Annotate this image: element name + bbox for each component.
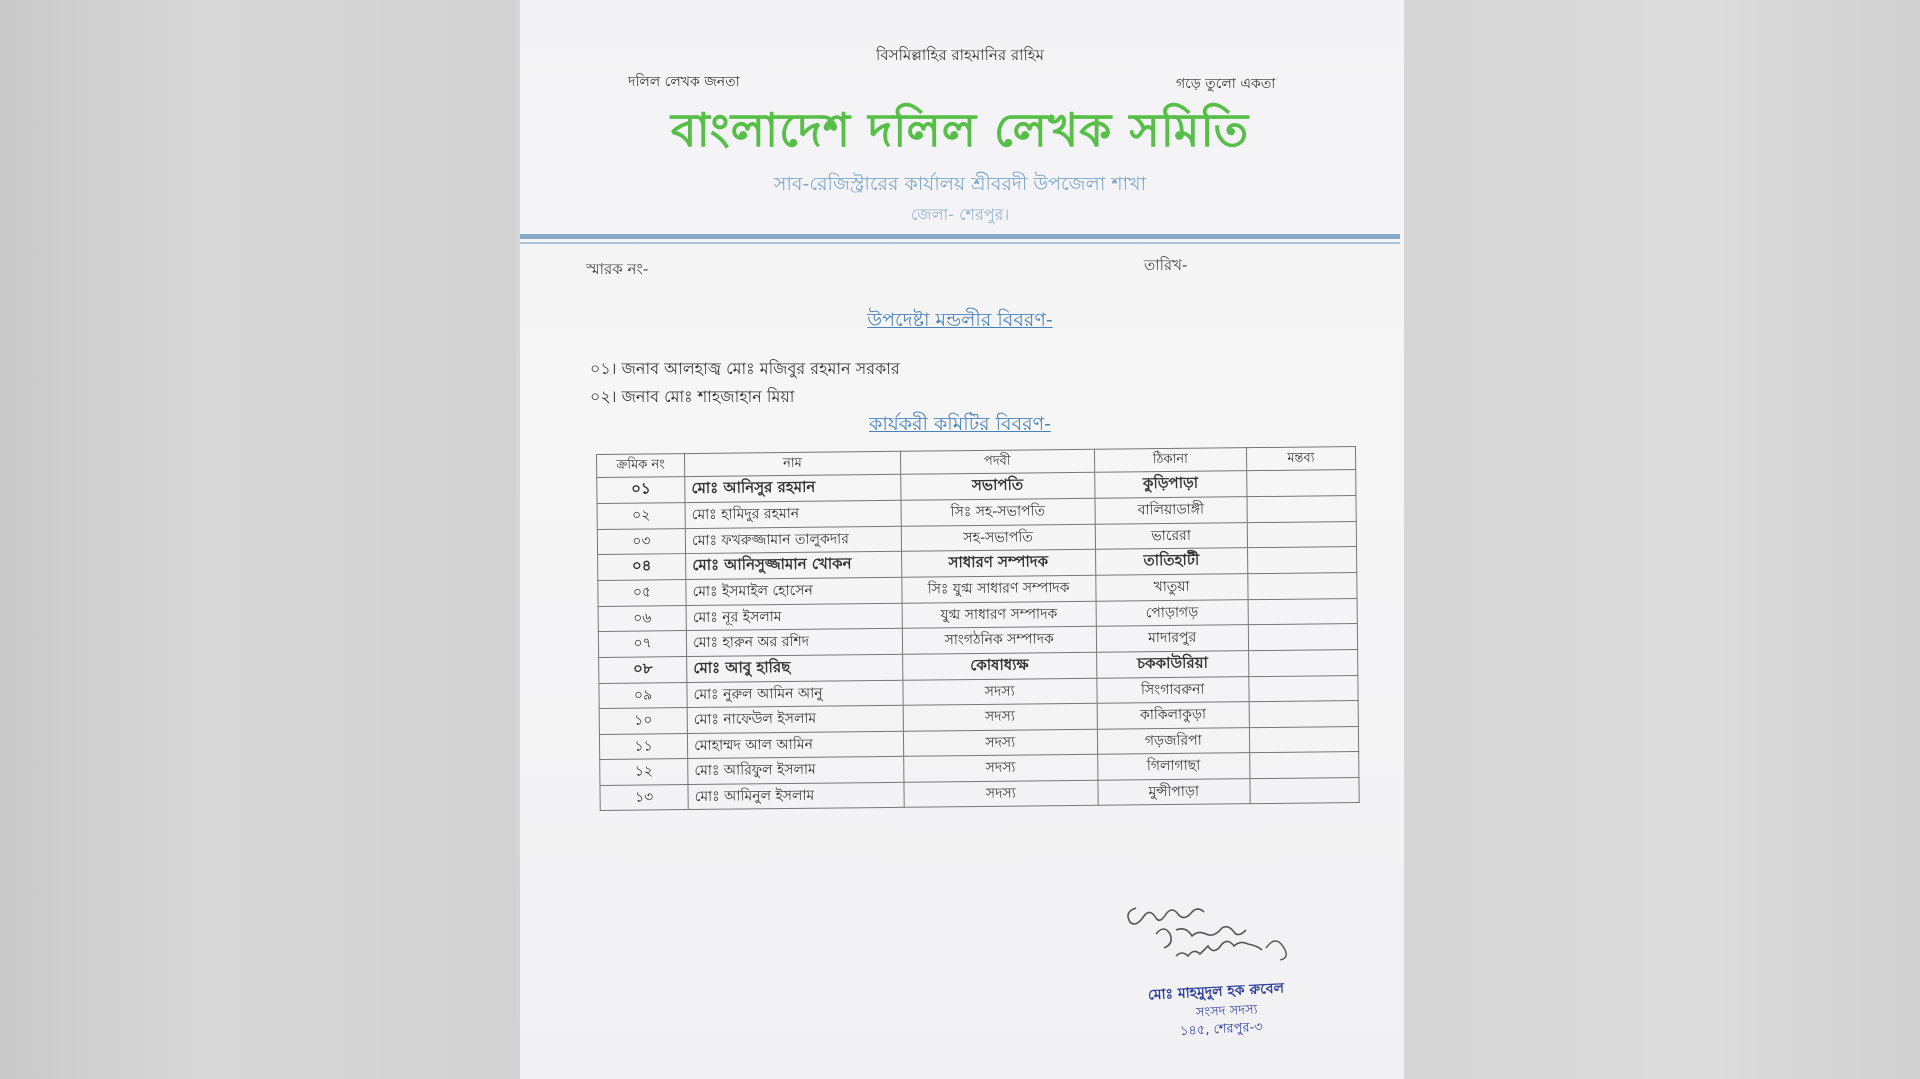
cell-post: সভাপতি: [900, 472, 1095, 500]
cell-remark: [1249, 752, 1359, 779]
cell-remark: [1246, 470, 1356, 497]
cell-remark: [1248, 598, 1358, 625]
cell-post: সিঃ যুগ্ম সাধারণ সম্পাদক: [901, 575, 1096, 603]
cell-address: গড়জরিপা: [1097, 727, 1249, 754]
cell-address: ভারেরা: [1095, 522, 1247, 549]
cell-serial: ০১: [597, 477, 685, 504]
cell-remark: [1247, 547, 1357, 574]
cell-post: সদস্য: [903, 703, 1098, 731]
date-label: তারিখ-: [1144, 256, 1188, 274]
cell-post: সিঃ সহ-সভাপতি: [901, 498, 1096, 526]
cell-name: মোঃ হারুন অর রশিদ: [686, 628, 902, 656]
cell-remark: [1249, 701, 1359, 728]
document-page: [516, 0, 1404, 1079]
header-divider: [520, 234, 1400, 239]
cell-remark: [1247, 521, 1357, 548]
cell-address: বালিয়াডাঙ্গী: [1095, 497, 1247, 524]
organization-title: বাংলাদেশ দলিল লেখক সমিতি: [670, 103, 1250, 157]
district-line: জেলা- শেরপুর।: [910, 205, 1010, 224]
cell-remark: [1248, 624, 1358, 651]
background-right: [1404, 0, 1920, 1079]
cell-post: যুগ্ম সাধারণ সম্পাদক: [902, 601, 1097, 629]
cell-post: সদস্য: [904, 780, 1099, 808]
cell-remark: [1248, 649, 1358, 676]
cell-serial: ০৭: [598, 631, 686, 657]
cell-post: সহ-সভাপতি: [901, 524, 1096, 552]
cell-remark: [1247, 496, 1357, 523]
column-header-serial: ক্রমিক নং: [597, 454, 685, 478]
cell-name: মোঃ ফখরুজ্জামান তালুকদার: [685, 526, 901, 554]
cell-post: সদস্য: [903, 754, 1098, 782]
cell-remark: [1248, 675, 1358, 702]
advisory-item: ০২। জনাব মোঃ শাহজাহান মিয়া: [590, 387, 795, 406]
cell-name: মোঃ হামিদুর রহমান: [685, 500, 901, 528]
cell-post: সাধারণ সম্পাদক: [901, 549, 1096, 577]
cell-serial: ০৯: [599, 682, 687, 708]
cell-name: মোঃ আরিফুল ইসলাম: [688, 756, 904, 784]
cell-name: মোঃ আবু হারিছ: [687, 654, 903, 682]
column-header-remark: মন্তব্য: [1246, 447, 1356, 471]
committee-table: [596, 446, 1360, 811]
memo-number-label: স্মারক নং-: [586, 260, 649, 278]
header-divider-thin: [520, 242, 1400, 244]
advisory-item: ০১। জনাব আলহাজ্ব মোঃ মজিবুর রহমান সরকার: [590, 359, 900, 378]
cell-address: খাতুয়া: [1096, 574, 1248, 601]
cell-address: কাকিলাকুড়া: [1097, 702, 1249, 729]
cell-name: মোঃ আনিসুজ্জামান খোকন: [686, 551, 902, 579]
cell-name: মোঃ নূর ইসলাম: [686, 603, 902, 631]
cell-name: মোঃ নুরুল আমিন আনু: [687, 680, 903, 708]
background-left: [0, 0, 516, 1079]
slogan-left: দলিল লেখক জনতা: [628, 74, 740, 90]
cell-address: মুন্সীপাড়া: [1098, 778, 1250, 805]
cell-remark: [1250, 777, 1360, 804]
signatory-title: সংসদ সদস্য: [1195, 1002, 1258, 1021]
cell-address: গিলাগাছা: [1098, 753, 1250, 780]
handwritten-signature: [1116, 890, 1356, 985]
committee-table-wrapper: [596, 446, 1360, 811]
cell-post: কোষাধ্যক্ষ: [902, 652, 1097, 680]
cell-serial: ১১: [599, 733, 687, 759]
cell-serial: ০৩: [597, 528, 685, 554]
cell-serial: ০৪: [598, 554, 686, 581]
cell-address: তাতিহাটী: [1095, 548, 1247, 576]
cell-name: মোঃ ইসমাইল হোসেন: [686, 577, 902, 605]
cell-address: চককাউরিয়া: [1096, 650, 1248, 678]
cell-post: সাংগঠনিক সম্পাদক: [902, 626, 1097, 654]
cell-serial: ০২: [597, 503, 685, 529]
cell-name: মোঃ আনিসুর রহমান: [685, 474, 901, 502]
cell-name: মোঃ নাফেউল ইসলাম: [687, 705, 903, 733]
cell-serial: ১০: [599, 708, 687, 734]
cell-address: পোড়াগড়: [1096, 599, 1248, 626]
bismillah-text: বিসমিল্লাহির রাহমানির রাহিম: [876, 46, 1044, 64]
column-header-address: ঠিকানা: [1094, 448, 1246, 473]
cell-address: মাদারপুর: [1096, 625, 1248, 652]
cell-name: মোহাম্মদ আল আমিন: [688, 731, 904, 759]
column-header-post: পদবী: [900, 449, 1094, 474]
cell-serial: ০৮: [599, 656, 687, 683]
cell-address: সিংগাবরুনা: [1097, 676, 1249, 703]
advisory-heading: উপদেষ্টা মন্ডলীর বিবরণ-: [867, 309, 1053, 331]
cell-serial: ০৫: [598, 580, 686, 606]
cell-serial: ১২: [600, 759, 688, 785]
cell-post: সদস্য: [902, 678, 1097, 706]
cell-post: সদস্য: [903, 729, 1098, 757]
cell-serial: ১৩: [600, 784, 688, 810]
cell-remark: [1247, 573, 1357, 600]
branch-subtitle: সাব-রেজিস্ট্রারের কার্যালয় শ্রীবরদী উপজেলা শাখা: [773, 173, 1147, 195]
cell-remark: [1249, 726, 1359, 753]
slogan-right: গড়ে তুলো একতা: [1176, 76, 1276, 92]
signatory-constituency: ১৪৫, শেরপুর-৩: [1179, 1019, 1264, 1040]
committee-heading: কার্যকরী কমিটির বিবরণ-: [869, 413, 1051, 435]
column-header-name: নাম: [685, 451, 901, 476]
cell-serial: ০৬: [598, 605, 686, 631]
signatory-name: মোঃ মাহমুদুল হক রুবেল: [1147, 980, 1285, 1004]
cell-address: কুড়িপাড়া: [1095, 471, 1247, 499]
cell-name: মোঃ আমিনুল ইসলাম: [688, 782, 904, 810]
